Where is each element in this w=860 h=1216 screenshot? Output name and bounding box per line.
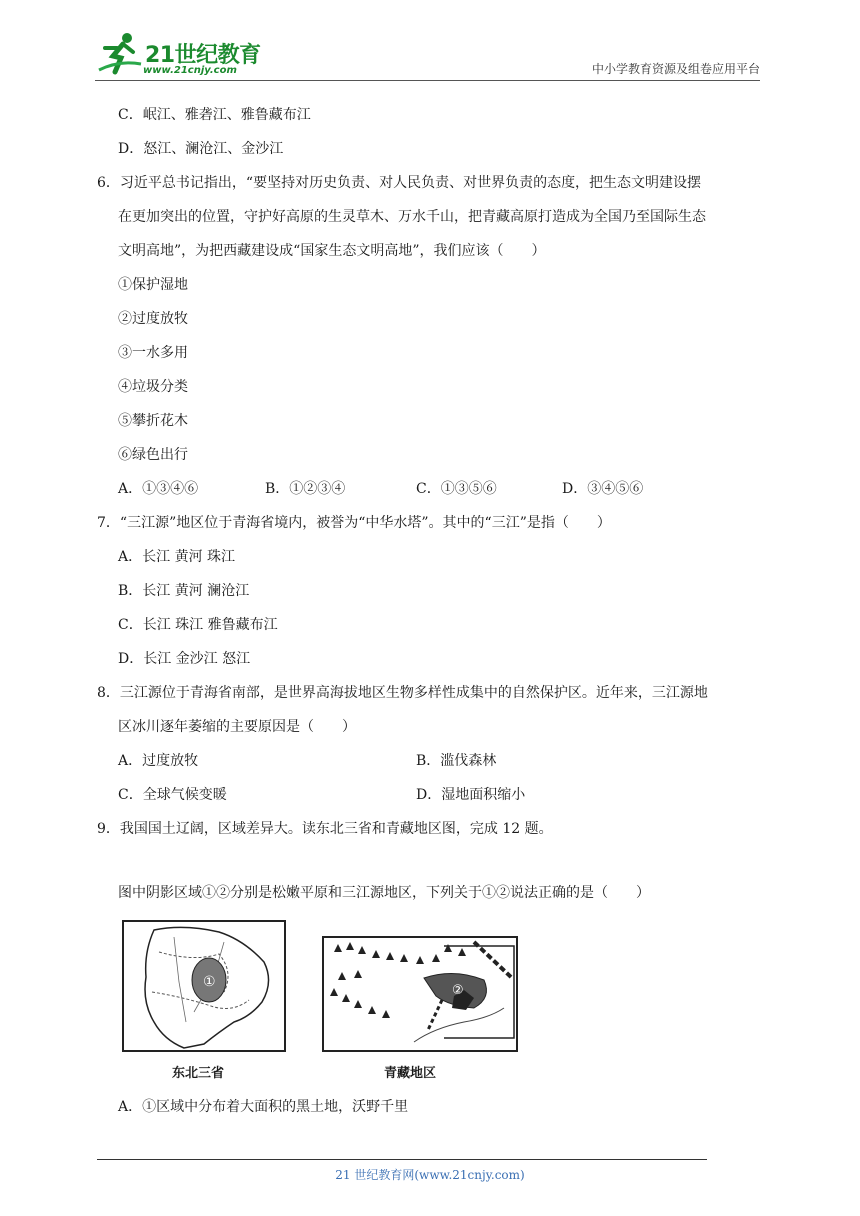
qingzang-map-graphic (324, 938, 516, 1050)
q7-option-a: A．长江 黄河 珠江 (118, 549, 236, 565)
page-header (95, 30, 760, 82)
q6-item: ⑤攀折花木 (118, 413, 188, 429)
header-divider (95, 80, 760, 81)
northeast-map-graphic (124, 922, 284, 1050)
logo-text: 21世纪教育 (145, 43, 261, 68)
qingzang-map-marker: ② (452, 983, 464, 998)
site-logo (95, 30, 265, 80)
q8-stem-line-1: 8．三江源位于青海省南部，是世界高海拔地区生物多样性成集中的自然保护区。近年来，三江源地 (97, 685, 708, 701)
footer-divider (97, 1159, 707, 1160)
q8-option-c: C．全球气候变暖 (118, 787, 227, 803)
q7-stem: 7．“三江源”地区位于青海省境内，被誉为“中华水塔”。其中的“三江”是指（ ） (97, 515, 611, 531)
q6-stem-line-1: 6．习近平总书记指出，“要坚持对历史负责、对人民负责、对世界负责的态度，把生态文明建设摆 (97, 175, 702, 191)
q6-item: ②过度放牧 (118, 311, 188, 327)
northeast-map-label: 东北三省 (172, 1066, 225, 1081)
q6-item: ①保护湿地 (118, 277, 188, 293)
q8-option-b: B．滥伐森林 (416, 753, 497, 769)
q6-option-d: D．③④⑤⑥ (562, 481, 644, 497)
q9-stem: 9．我国国土辽阔，区域差异大。读东北三省和青藏地区图，完成 12 题。 (97, 821, 553, 837)
header-platform-text: 中小学教育资源及组卷应用平台 (591, 62, 760, 76)
qingzang-map (322, 936, 518, 1052)
q9-sub-stem: 图中阴影区域①②分别是松嫩平原和三江源地区，下列关于①②说法正确的是（ ） (118, 885, 650, 901)
q6-option-a: A．①③④⑥ (118, 481, 199, 497)
q6-stem-line-3: 文明高地”，为把西藏建设成“国家生态文明高地”，我们应该（ ） (118, 243, 546, 259)
runner-icon (95, 30, 143, 78)
q5-option-d: D．怒江、澜沧江、金沙江 (118, 141, 284, 157)
q6-option-c: C．①③⑤⑥ (416, 481, 497, 497)
q8-option-a: A．过度放牧 (118, 753, 199, 769)
q6-item: ④垃圾分类 (118, 379, 188, 395)
northeast-map-marker: ① (203, 974, 216, 990)
q7-option-d: D．长江 金沙江 怒江 (118, 651, 251, 667)
logo-url: www.21cnjy.com (143, 65, 237, 76)
q8-stem-line-2: 区冰川逐年萎缩的主要原因是（ ） (118, 719, 356, 735)
q6-item: ⑥绿色出行 (118, 447, 188, 463)
q6-stem-line-2: 在更加突出的位置，守护好高原的生灵草木、万水千山，把青藏高原打造成为全国乃至国际生态 (118, 209, 706, 225)
northeast-map (122, 920, 286, 1052)
q8-option-d: D．湿地面积缩小 (416, 787, 526, 803)
qingzang-map-label: 青藏地区 (384, 1066, 437, 1081)
footer-text: 21 世纪教育网(www.21cnjy.com) (335, 1168, 525, 1182)
q7-option-b: B．长江 黄河 澜沧江 (118, 583, 250, 599)
q6-option-b: B．①②③④ (265, 481, 346, 497)
q5-option-c: C．岷江、雅砻江、雅鲁藏布江 (118, 107, 311, 123)
q9-option-a: A．①区域中分布着大面积的黑土地，沃野千里 (118, 1099, 409, 1115)
q7-option-c: C．长江 珠江 雅鲁藏布江 (118, 617, 278, 633)
q6-item: ③一水多用 (118, 345, 188, 361)
